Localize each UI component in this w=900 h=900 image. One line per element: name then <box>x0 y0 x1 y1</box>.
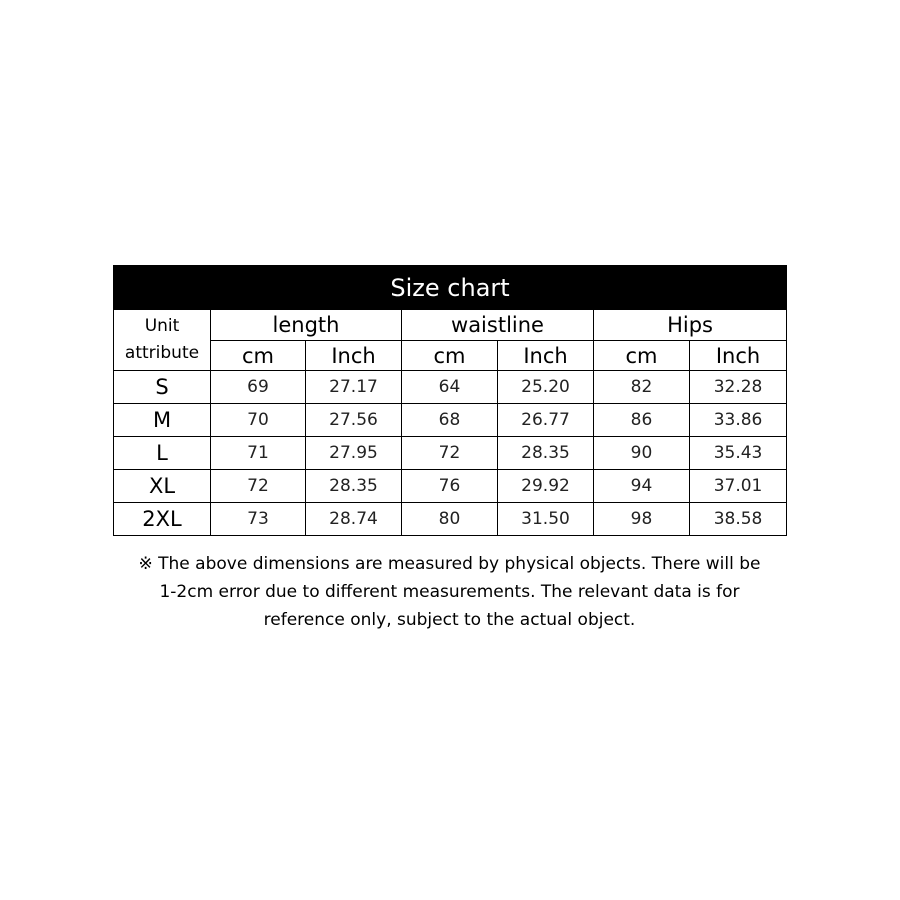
note-line: ※ The above dimensions are measured by physical objects. There will be <box>138 554 761 574</box>
unit-label-bottom: attribute <box>124 343 200 363</box>
table-cell: 68 <box>402 404 498 437</box>
size-label: S <box>114 371 211 404</box>
table-cell: 86 <box>594 404 690 437</box>
table-cell: 37.01 <box>690 470 787 503</box>
table-cell: 31.50 <box>498 503 594 536</box>
table-cell: 29.92 <box>498 470 594 503</box>
size-label: XL <box>114 470 211 503</box>
table-cell: 72 <box>402 437 498 470</box>
table-cell: 35.43 <box>690 437 787 470</box>
table-cell: 28.35 <box>498 437 594 470</box>
measurement-note <box>113 550 786 634</box>
size-label: M <box>114 404 211 437</box>
table-cell: 64 <box>402 371 498 404</box>
table-cell: 38.58 <box>690 503 787 536</box>
group-header-hips: Hips <box>594 310 787 341</box>
table-cell: 80 <box>402 503 498 536</box>
group-header-waistline: waistline <box>402 310 594 341</box>
unit-header: cm <box>402 341 498 371</box>
table-cell: 98 <box>594 503 690 536</box>
size-label: 2XL <box>114 503 211 536</box>
table-row <box>114 437 787 470</box>
size-chart-table <box>113 265 787 536</box>
note-line: 1-2cm error due to different measurements. The relevant data is for <box>159 582 740 602</box>
unit-header: cm <box>211 341 306 371</box>
group-header-row <box>114 310 787 341</box>
size-label: L <box>114 437 211 470</box>
chart-title: Size chart <box>114 266 787 310</box>
table-row <box>114 371 787 404</box>
table-row <box>114 470 787 503</box>
unit-attribute-label <box>114 310 211 371</box>
table-cell: 25.20 <box>498 371 594 404</box>
table-cell: 32.28 <box>690 371 787 404</box>
title-row <box>114 266 787 310</box>
unit-header: cm <box>594 341 690 371</box>
table-cell: 94 <box>594 470 690 503</box>
unit-header-row <box>114 341 787 371</box>
table-cell: 69 <box>211 371 306 404</box>
table-cell: 82 <box>594 371 690 404</box>
unit-header: Inch <box>306 341 402 371</box>
table-cell: 76 <box>402 470 498 503</box>
table-cell: 27.95 <box>306 437 402 470</box>
table-cell: 71 <box>211 437 306 470</box>
table-cell: 28.74 <box>306 503 402 536</box>
table-cell: 33.86 <box>690 404 787 437</box>
table-cell: 73 <box>211 503 306 536</box>
group-header-length: length <box>211 310 402 341</box>
unit-header: Inch <box>498 341 594 371</box>
unit-label-top: Unit <box>144 316 180 336</box>
table-cell: 27.17 <box>306 371 402 404</box>
table-cell: 28.35 <box>306 470 402 503</box>
table-cell: 27.56 <box>306 404 402 437</box>
table-cell: 72 <box>211 470 306 503</box>
table-cell: 26.77 <box>498 404 594 437</box>
table-row <box>114 404 787 437</box>
table-cell: 70 <box>211 404 306 437</box>
table-cell: 90 <box>594 437 690 470</box>
note-line: reference only, subject to the actual object. <box>263 610 636 630</box>
unit-header: Inch <box>690 341 787 371</box>
table-row <box>114 503 787 536</box>
